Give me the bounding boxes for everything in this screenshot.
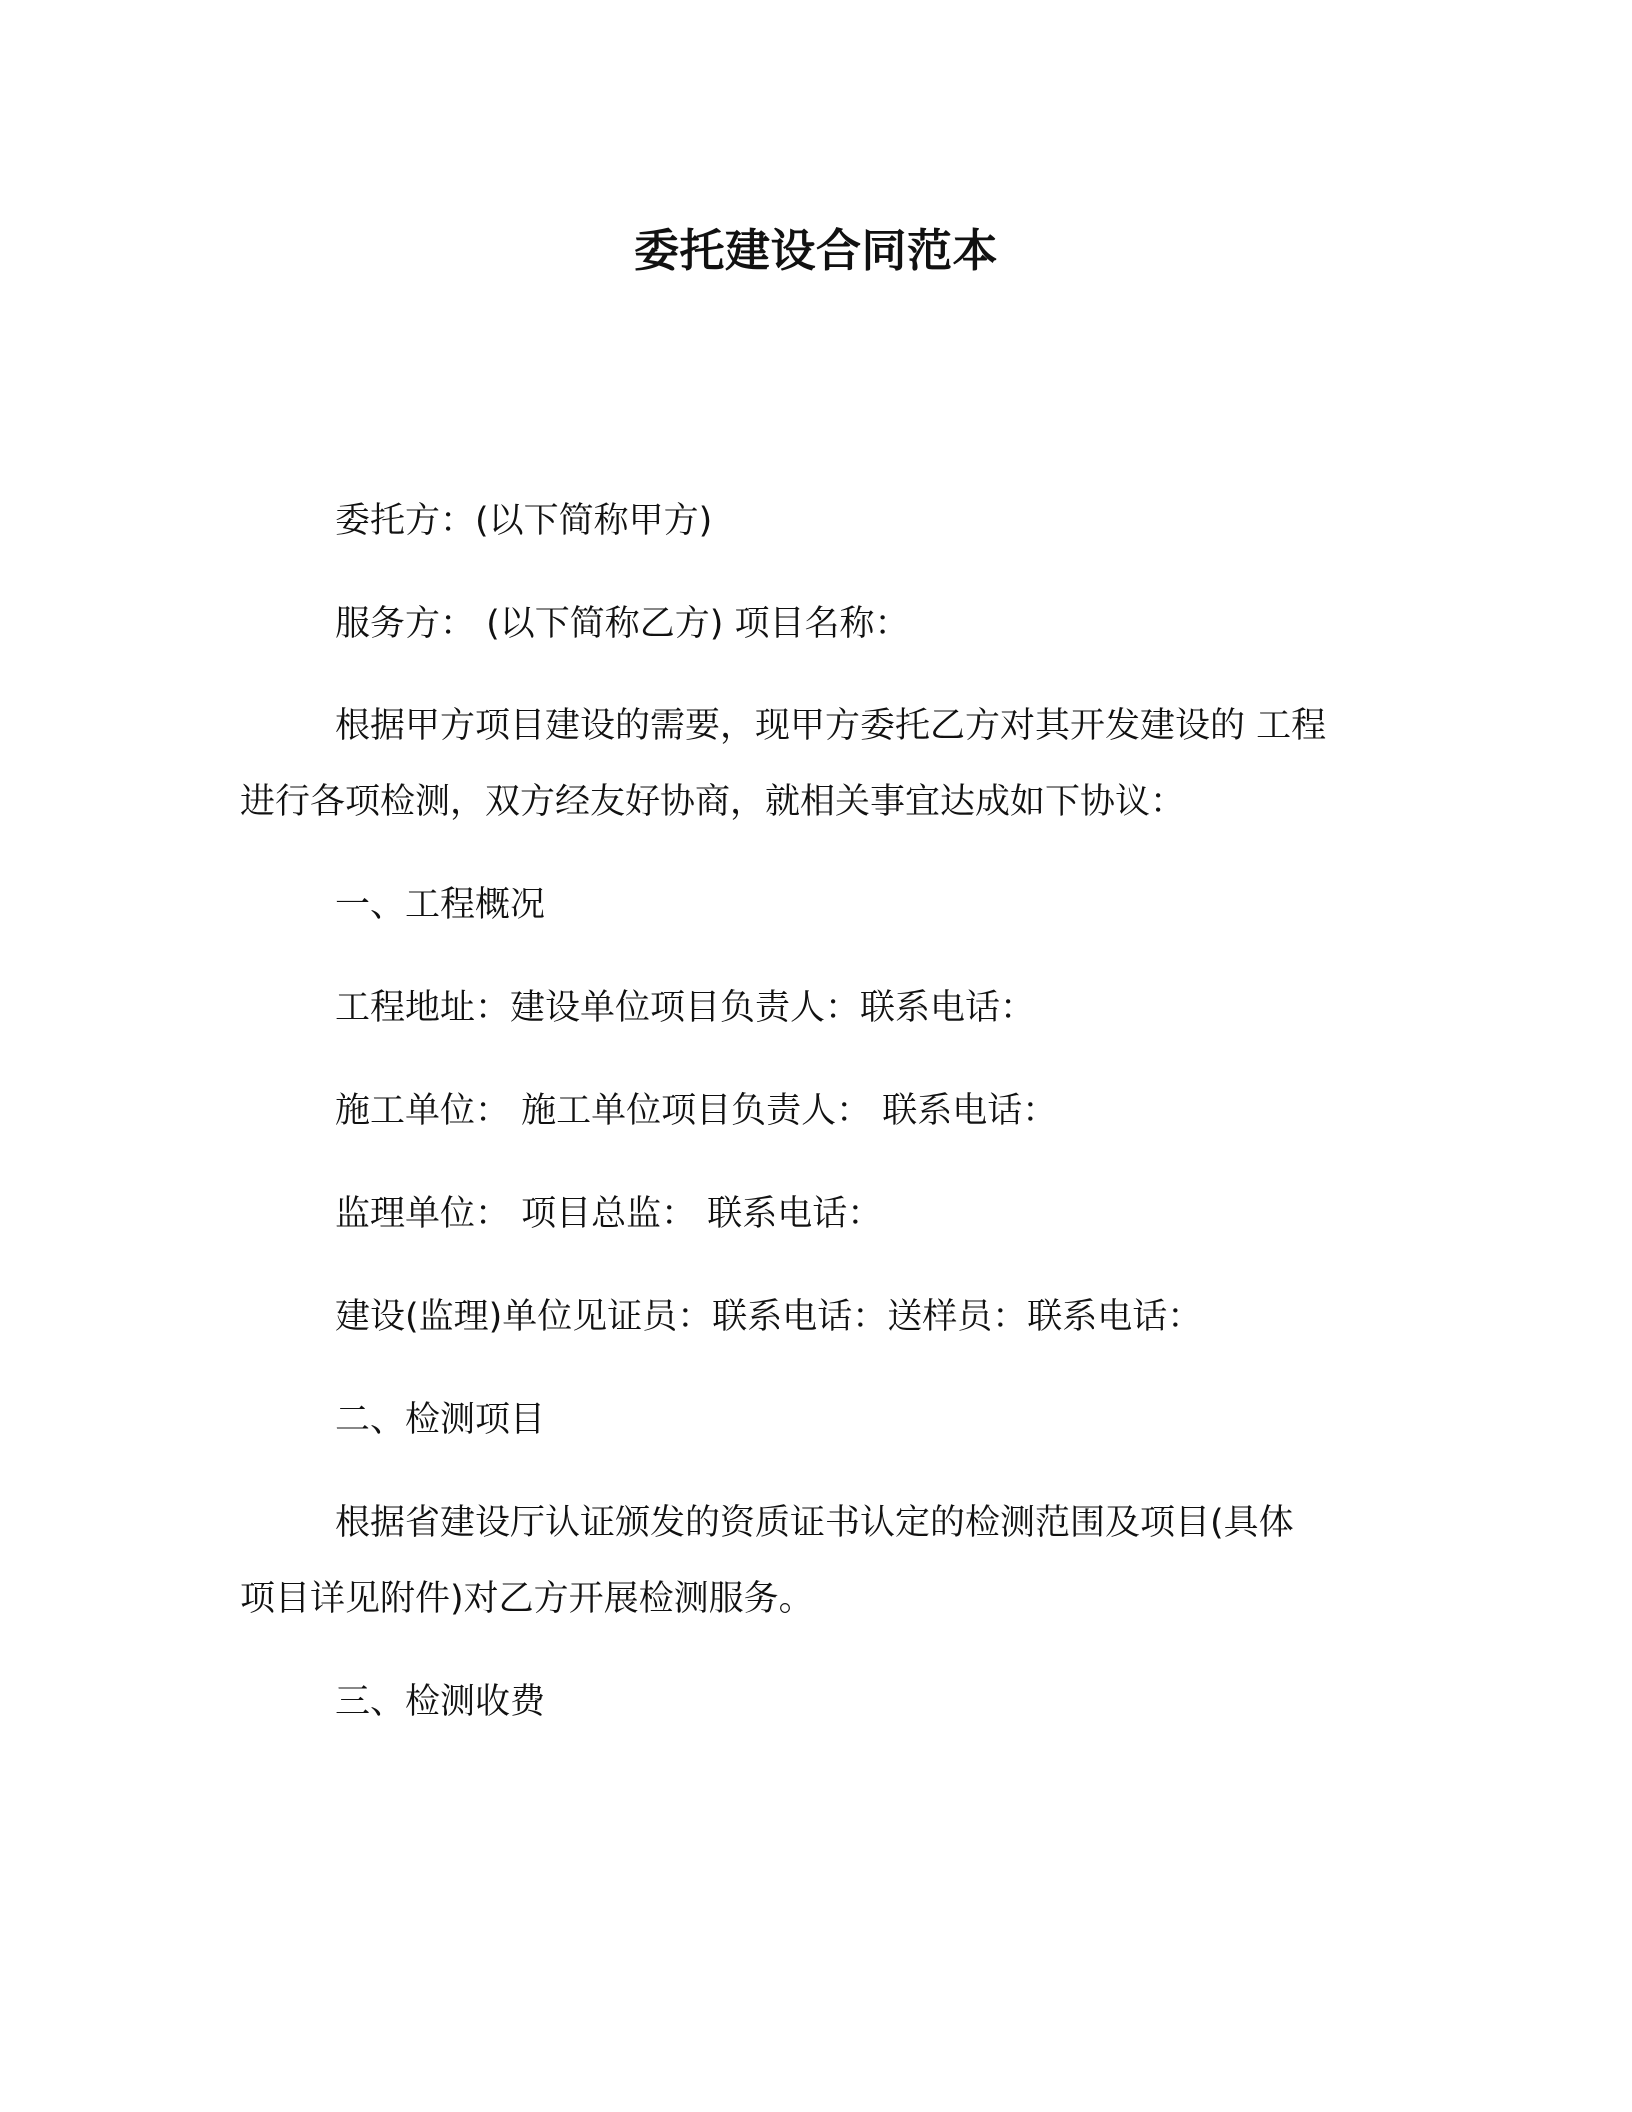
scope-paragraph-line-2: 项目详见附件)对乙方开展检测服务。 (240, 1579, 814, 1619)
intro-paragraph-line-2: 进行各项检测，双方经友好协商，就相关事宜达成如下协议： (240, 782, 1186, 822)
project-address-line: 工程地址：建设单位项目负责人：联系电话： (335, 988, 1036, 1028)
intro-paragraph-line-1: 根据甲方项目建设的需要，现甲方委托乙方对其开发建设的 工程 (335, 706, 1327, 746)
supervision-unit-line: 监理单位： 项目总监： 联系电话： (335, 1194, 883, 1234)
section-1-heading: 一、工程概况 (335, 885, 546, 925)
service-party-line: 服务方： (以下简称乙方) 项目名称： (335, 604, 910, 644)
scope-paragraph-line-1: 根据省建设厅认证颁发的资质证书认定的检测范围及项目(具体 (335, 1503, 1294, 1543)
client-party-line: 委托方：(以下简称甲方) (335, 501, 713, 541)
construction-unit-line: 施工单位： 施工单位项目负责人： 联系电话： (335, 1091, 1058, 1131)
section-2-heading: 二、检测项目 (335, 1400, 546, 1440)
section-3-heading: 三、检测收费 (335, 1682, 546, 1722)
document-title: 委托建设合同范本 (633, 224, 998, 277)
witness-line: 建设(监理)单位见证员：联系电话：送样员：联系电话： (335, 1297, 1203, 1337)
